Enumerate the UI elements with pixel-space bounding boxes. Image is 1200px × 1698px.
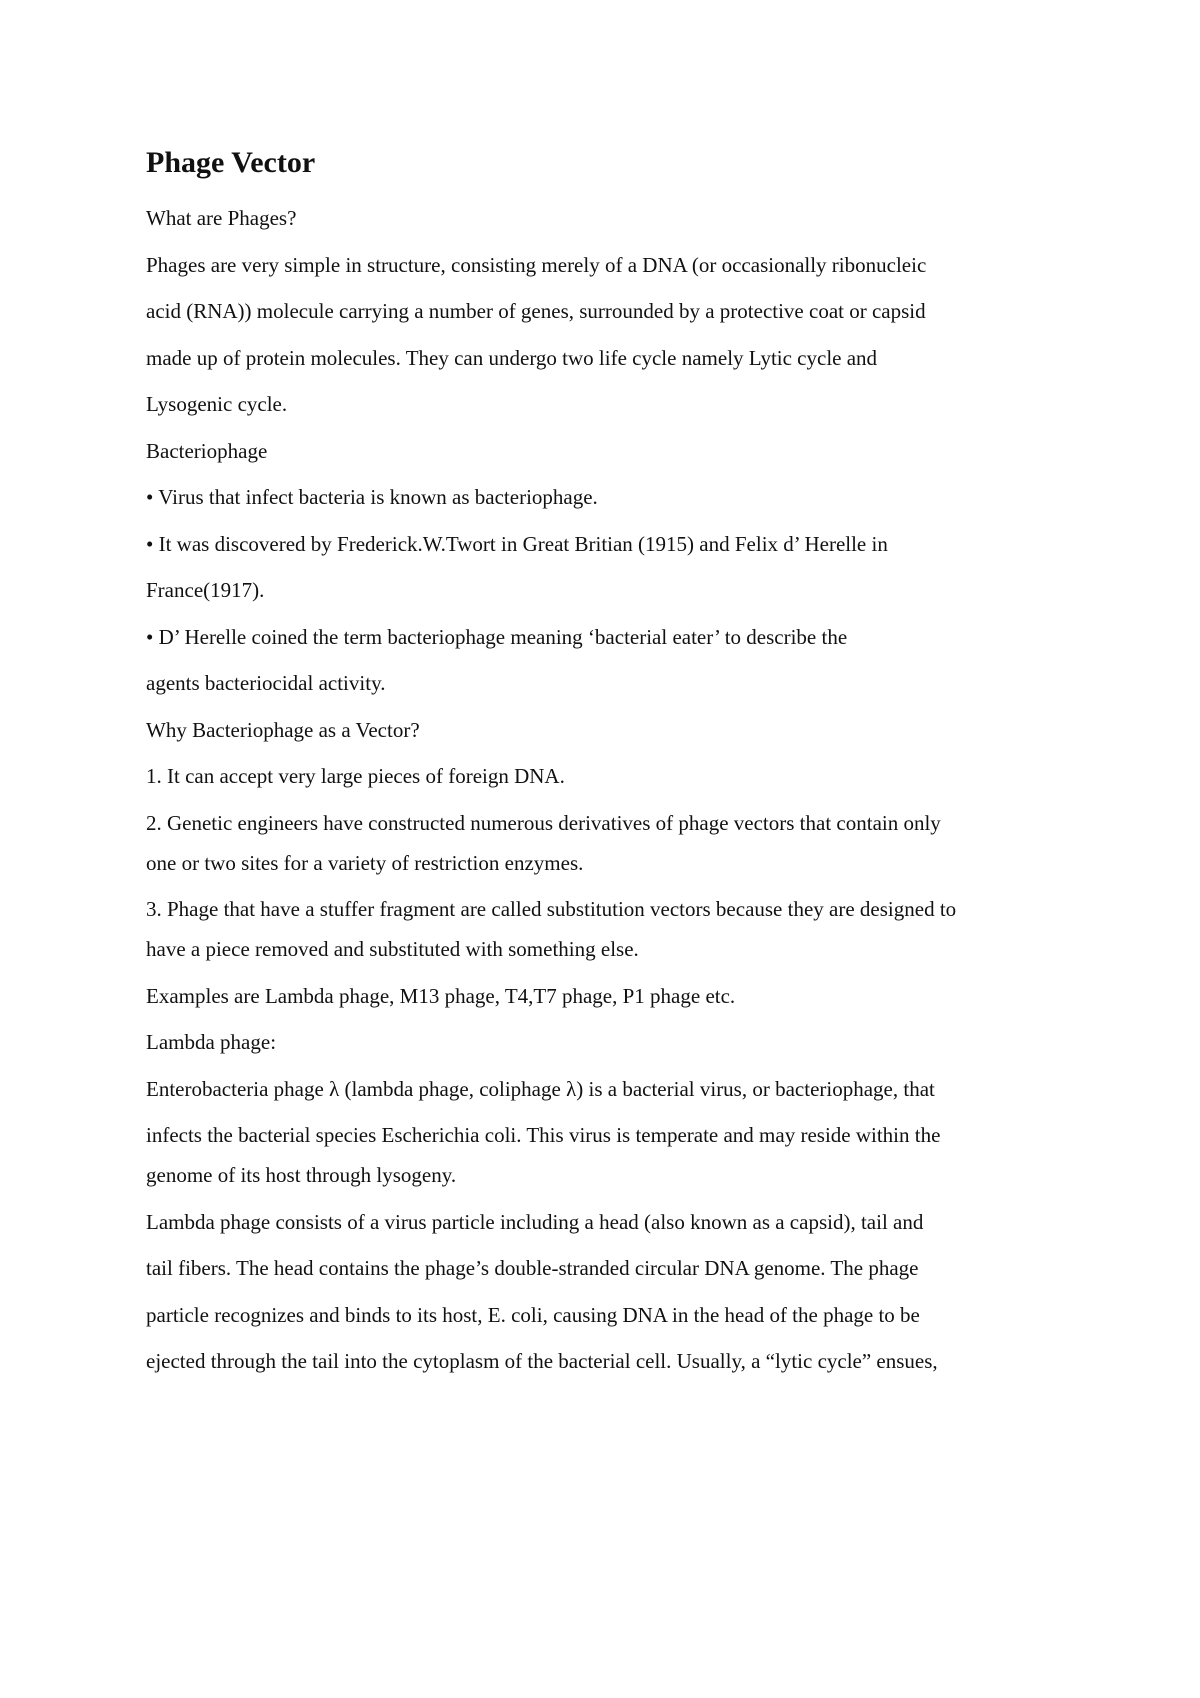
text-line: infects the bacterial species Escherichia coli. This virus is temperate and may reside within the — [146, 1123, 941, 1147]
bullet-item: • Virus that infect bacteria is known as bacteriophage. — [146, 485, 598, 509]
text-line: Enterobacteria phage λ (lambda phage, coliphage λ) is a bacterial virus, or bacteriophage, that — [146, 1076, 935, 1101]
numbered-item: 3. Phage that have a stuffer fragment are called substitution vectors because they are designed to — [146, 897, 957, 921]
bullet-item: • D’ Herelle coined the term bacteriophage meaning ‘bacterial eater’ to describe the — [146, 624, 848, 649]
numbered-item: 2. Genetic engineers have constructed numerous derivatives of phage vectors that contain only — [146, 810, 941, 835]
text-line: have a piece removed and substituted with something else. — [146, 937, 639, 961]
section-heading-what-are-phages: What are Phages? — [146, 206, 297, 230]
text-line: Lysogenic cycle. — [146, 392, 288, 416]
text-line: Lambda phage consists of a virus particle including a head (also known as a capsid), tail and — [146, 1209, 924, 1234]
text-line: particle recognizes and binds to its host, E. coli, causing DNA in the head of the phage to be — [146, 1302, 920, 1327]
text-line: ejected through the tail into the cytoplasm of the bacterial cell. Usually, a “lytic cycle” ensues, — [146, 1349, 938, 1373]
text-line: agents bacteriocidal activity. — [146, 671, 386, 695]
text-line: one or two sites for a variety of restriction enzymes. — [146, 850, 584, 875]
text-line: Examples are Lambda phage, M13 phage, T4,T7 phage, P1 phage etc. — [146, 983, 736, 1008]
document-body — [146, 141, 1066, 1378]
page-title: Phage Vector — [146, 146, 316, 179]
section-heading-why-vector: Why Bacteriophage as a Vector? — [146, 717, 420, 742]
bullet-item: • It was discovered by Frederick.W.Twort in Great Britian (1915) and Felix d’ Herelle in — [146, 531, 888, 556]
text-line: made up of protein molecules. They can undergo two life cycle namely Lytic cycle and — [146, 345, 878, 370]
section-heading-bacteriophage: Bacteriophage — [146, 438, 268, 463]
text-line: tail fibers. The head contains the phage’s double-stranded circular DNA genome. The phage — [146, 1256, 919, 1280]
text-line: acid (RNA)) molecule carrying a number of genes, surrounded by a protective coat or capsid — [146, 299, 926, 323]
text-line: France(1917). — [146, 578, 265, 602]
text-line: genome of its host through lysogeny. — [146, 1163, 457, 1187]
numbered-item: 1. It can accept very large pieces of foreign DNA. — [146, 764, 565, 788]
text-line: Phages are very simple in structure, consisting merely of a DNA (or occasionally ribonucleic — [146, 252, 927, 277]
section-heading-lambda-phage: Lambda phage: — [146, 1030, 277, 1054]
